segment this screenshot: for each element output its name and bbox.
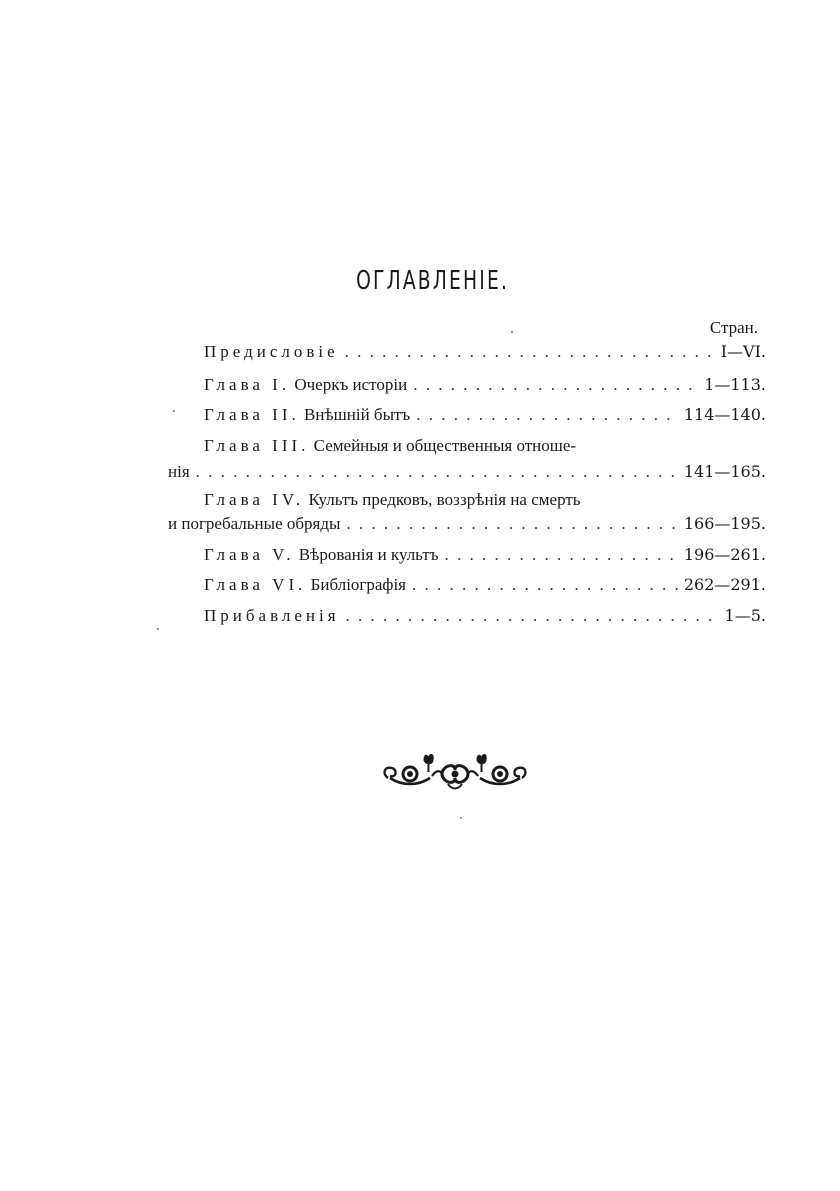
toc-entry-chapter-4-line-2: [168, 514, 766, 542]
print-speck: [511, 331, 513, 333]
chapter-title: Библіографія: [310, 575, 406, 594]
toc-entry-pages: 262—291.: [683, 575, 766, 594]
toc-entry-title: [168, 375, 407, 395]
chapter-title: Вѣрованія и культъ: [298, 545, 439, 564]
floral-ornament-icon: [380, 752, 530, 800]
toc-entry-chapter-1: [168, 375, 766, 403]
toc-entry-title: [168, 575, 406, 595]
chapter-title: Семейныя и общественныя отноше-: [313, 436, 577, 455]
toc-entry-pages: 196—261.: [683, 545, 766, 564]
chapter-title: Внѣшній бытъ: [304, 405, 411, 424]
toc-entry-pages: 114—140.: [683, 405, 766, 424]
toc-entry-pages: 166—195.: [683, 514, 766, 533]
chapter-number: Глава II.: [204, 405, 300, 424]
toc-entry-chapter-6: [168, 575, 766, 603]
toc-entry-chapter-3-line-2: [168, 462, 766, 490]
print-speck: [173, 410, 175, 412]
toc-entry-chapter-4-line-1: [168, 490, 802, 510]
chapter-title: Очеркъ исторіи: [294, 375, 408, 394]
toc-entry-title: Предисловіе: [204, 342, 339, 361]
dot-leader: [412, 575, 678, 595]
dot-leader: [346, 606, 719, 626]
toc-entry-preface: [168, 342, 766, 370]
toc-entry-pages: 1—5.: [724, 606, 766, 625]
dot-leader: [413, 375, 698, 395]
dot-leader: [345, 342, 715, 362]
toc-entry-pages: I—VI.: [720, 342, 766, 361]
toc-entry-title: Прибавленія: [204, 606, 340, 625]
toc-entry-chapter-2: [168, 405, 766, 433]
toc-entry-appendix: [168, 606, 766, 634]
print-speck: [460, 817, 462, 819]
dot-leader: [416, 405, 678, 425]
chapter-number: Глава VI.: [204, 575, 307, 594]
toc-entry-chapter-5: [168, 545, 766, 573]
toc-entry-chapter-3-line-1: [168, 436, 802, 456]
toc-entry-pages: 1—113.: [704, 375, 766, 394]
toc-entry-title: [168, 545, 439, 565]
chapter-title-continuation: нія: [168, 462, 190, 481]
chapter-number: Глава I.: [204, 375, 291, 394]
toc-entry-pages: 141—165.: [683, 462, 766, 481]
pages-column-header: Стран.: [709, 318, 758, 337]
dot-leader: [445, 545, 678, 565]
dot-leader: [196, 462, 678, 482]
chapter-title-continuation: и погребальные обряды: [168, 514, 341, 533]
page-title: ОГЛАВЛЕНІЕ.: [356, 266, 510, 296]
toc-entry-title: [168, 405, 410, 425]
dot-leader: [346, 514, 677, 534]
chapter-title: Культъ предковъ, воззрѣнія на смерть: [308, 490, 581, 509]
chapter-number: Глава V.: [204, 545, 295, 564]
print-speck: [157, 628, 159, 630]
chapter-number: Глава IV.: [204, 490, 305, 509]
chapter-number: Глава III.: [204, 436, 310, 455]
